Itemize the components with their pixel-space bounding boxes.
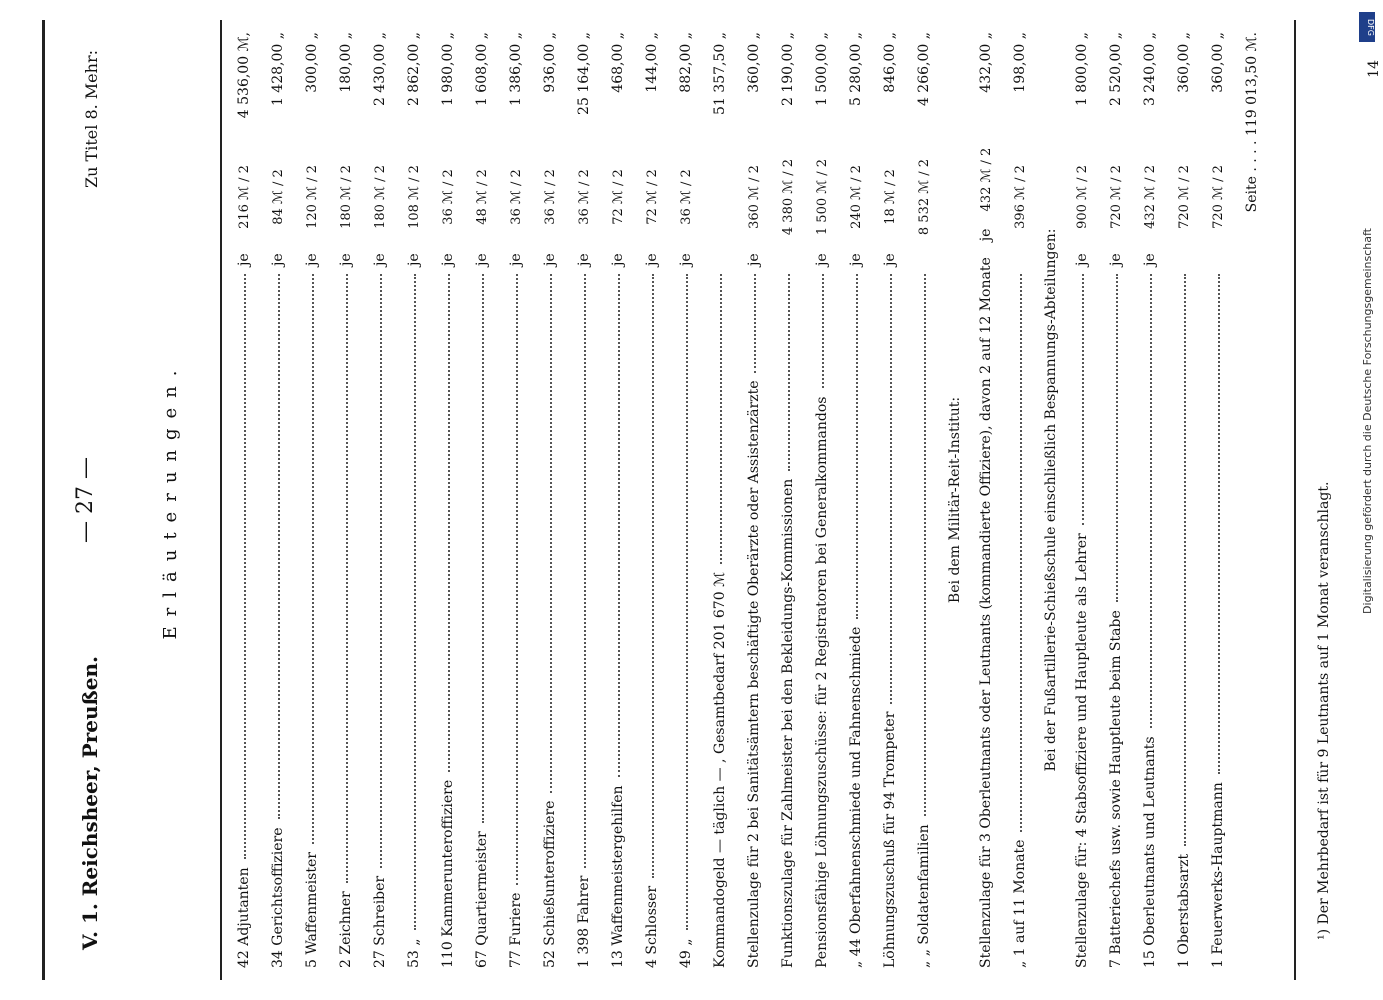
leader-dots (548, 274, 551, 793)
row-label: 34 Gerichtsoffiziere (269, 827, 286, 968)
amount: 1 386,00 „ (507, 32, 524, 107)
rate-fraction: 36 ℳ / 2 (508, 169, 523, 225)
top-rule (42, 20, 45, 980)
row-label: 1 Oberstabsarzt (1175, 853, 1192, 968)
je-marker: je (745, 253, 762, 266)
row-label: 7 Batteriechefs usw. sowie Hauptleute beim Stabe (1107, 610, 1124, 968)
leader-dots (276, 274, 279, 819)
amount: 25 164,00 „ (575, 32, 592, 115)
amount: 936,00 „ (541, 32, 558, 93)
row-label: 49 „ (677, 938, 694, 968)
je-marker: je (439, 253, 456, 266)
rate-fraction: 720 ℳ / 2 (1210, 165, 1225, 229)
row-label: Pensionsfähige Löhnungszuschüsse: für 2 Registratoren bei Generalkommandos (813, 396, 830, 968)
row-label: Stellenzulage für: 4 Stabsoffiziere und Hauptleute als Lehrer (1073, 533, 1090, 968)
table-row (567, 32, 601, 968)
je-marker: je (977, 228, 994, 242)
amount: 2 862,00 „ (405, 32, 422, 107)
table-row (465, 32, 499, 968)
je-marker: je (303, 253, 320, 266)
page-sum-row (1235, 32, 1269, 968)
row-label: Kommandogeld — täglich — , Gesamtbedarf 201 670 ℳ (711, 571, 728, 968)
table-row (601, 32, 635, 968)
je-marker: je (881, 253, 898, 266)
rate-fraction: 84 ℳ / 2 (270, 169, 285, 225)
table-row (295, 32, 329, 968)
leader-dots (310, 274, 313, 844)
je-marker: je (405, 253, 422, 266)
leader-dots (922, 274, 925, 816)
amount: 468,00 „ (609, 32, 626, 93)
leader-dots (378, 274, 381, 868)
leader-dots (242, 274, 245, 859)
rate-fraction: 72 ℳ / 2 (610, 169, 625, 225)
row-label: Funktionszulage für Zahlmeister bei den Bekleidungs-Kommissionen (779, 478, 796, 968)
leader-dots (616, 274, 619, 777)
leader-dots (480, 274, 483, 823)
table-row (1133, 32, 1167, 968)
rate-fraction: 36 ℳ / 2 (678, 169, 693, 225)
footnote: ¹) Der Mehrbedarf ist für 9 Leutnants auf 1 Monat veranschlagt. (1315, 481, 1332, 940)
table-row (969, 32, 1003, 968)
table-row (907, 32, 941, 968)
row-label: 1 398 Fahrer (575, 875, 592, 968)
table-row (329, 32, 363, 968)
amount: 51 357,50 „ (711, 32, 728, 115)
rate-fraction: 36 ℳ / 2 (440, 169, 455, 225)
table-row (1065, 32, 1099, 968)
amount: 2 430,00 „ (371, 32, 388, 107)
table-row (635, 32, 669, 968)
amount: 3 240,00 „ (1141, 32, 1158, 107)
leader-dots (1216, 274, 1219, 774)
row-label: Stellenzulage für 2 bei Sanitätsämtern beschäftigte Oberärzte oder Assistenzärzte (745, 380, 762, 968)
amount: 198,00 „ (1011, 32, 1028, 93)
amount: 360,00 „ (745, 32, 762, 93)
row-label: 2 Zeichner (337, 891, 354, 968)
table-row (499, 32, 533, 968)
table-row (1167, 32, 1201, 968)
je-marker: je (847, 253, 864, 266)
je-marker: je (507, 253, 524, 266)
row-label: Stellenzulage für 3 Oberleutnants oder Leutnants (kommandierte Offiziere), davon 2 auf 12 Monate (977, 257, 994, 968)
leader-dots (1080, 274, 1083, 525)
row-label: 53 „ (405, 938, 422, 968)
row-label: 77 Furiere (507, 892, 524, 968)
amount: 2 520,00 „ (1107, 32, 1124, 107)
row-label: 67 Quartiermeister (473, 831, 490, 968)
row-label: „ 44 Oberfahnenschmiede und Fahnenschmiede (847, 626, 864, 968)
leader-dots (1148, 274, 1151, 728)
je-marker: je (235, 253, 252, 266)
je-marker: je (1141, 253, 1158, 266)
rate-fraction: 36 ℳ / 2 (576, 169, 591, 225)
rate-fraction: 720 ℳ / 2 (1176, 165, 1191, 229)
table-row (771, 32, 805, 968)
table-row (431, 32, 465, 968)
table-row (805, 32, 839, 968)
rate-fraction: 72 ℳ / 2 (644, 169, 659, 225)
je-marker: je (575, 253, 592, 266)
row-label: 15 Oberleutnants und Leutnants (1141, 736, 1158, 968)
document-body (227, 20, 1292, 980)
row-label: 13 Waffenmeistergehilfen (609, 785, 626, 968)
amount: 4 536,00 ℳ, (235, 32, 252, 119)
subtitle: Erläuterungen. (159, 360, 181, 640)
row-label: 42 Adjutanten (235, 867, 252, 968)
amount: 144,00 „ (643, 32, 660, 93)
rate-fraction: 36 ℳ / 2 (542, 169, 557, 225)
rate-fraction: 8 532 ℳ / 2 (916, 158, 931, 236)
table-row (261, 32, 295, 968)
section-heading: Bei der Fußartillerie-Schießschule einschließlich Bespannungs-Abteilungen: (1042, 228, 1059, 772)
section-title: V. 1. Reichsheer, Preußen. (77, 656, 102, 950)
leader-dots (820, 274, 823, 389)
rate-fraction: 1 500 ℳ / 2 (814, 158, 829, 236)
row-label: 5 Waffenmeister (303, 852, 320, 968)
amount: 846,00 „ (881, 32, 898, 93)
leader-dots (888, 274, 891, 704)
amount: 882,00 „ (677, 32, 694, 93)
amount: 180,00 „ (337, 32, 354, 93)
section-heading: Bei dem Militär-Reit-Institut: (946, 396, 963, 604)
je-marker: je (643, 253, 660, 266)
amount: 1 428,00 „ (269, 32, 286, 107)
table-row (397, 32, 431, 968)
table-row (669, 32, 703, 968)
leader-dots (1182, 274, 1185, 846)
table-row (737, 32, 771, 968)
table-row (839, 32, 873, 968)
je-marker: je (473, 253, 490, 266)
amount: 1 980,00 „ (439, 32, 456, 107)
amount: 1 500,00 „ (813, 32, 830, 107)
amount: 360,00 „ (1209, 32, 1226, 93)
dfg-logo: DFG (1359, 12, 1375, 42)
amount: 5 280,00 „ (847, 32, 864, 107)
header (48, 20, 128, 980)
leader-dots (684, 274, 687, 930)
rate-fraction: 216 ℳ / 2 (236, 165, 251, 229)
leader-dots (446, 274, 449, 772)
leader-dots (582, 274, 585, 868)
je-marker: je (813, 253, 830, 266)
table-row (363, 32, 397, 968)
table-row (1003, 32, 1037, 968)
row-label: 27 Schreiber (371, 875, 388, 968)
leader-dots (514, 274, 517, 885)
rate-fraction: 240 ℳ / 2 (848, 165, 863, 229)
row-label: 1 Feuerwerks-Hauptmann (1209, 782, 1226, 968)
table-row (227, 32, 261, 968)
je-marker: je (269, 253, 286, 266)
row-label: „ 1 auf 11 Monate (1011, 839, 1028, 968)
rate-fraction: 900 ℳ / 2 (1074, 165, 1089, 229)
row-label: „ „ Soldatenfamilien (915, 824, 932, 968)
je-marker: je (371, 253, 388, 266)
bottom-rule (1294, 20, 1296, 980)
rate-fraction: 360 ℳ / 2 (746, 165, 761, 229)
je-marker: je (1073, 253, 1090, 266)
page-number: 14 (1365, 60, 1382, 78)
amount: 1 608,00 „ (473, 32, 490, 107)
dfg-credit-text: Digitalisierung gefördert durch die Deutsche Forschungsgemeinschaft (1361, 228, 1374, 614)
amount: 360,00 „ (1175, 32, 1192, 93)
amount: 2 190,00 „ (779, 32, 796, 107)
row-label: 110 Kammerunteroffiziere (439, 779, 456, 968)
amount: 4 266,00 „ (915, 32, 932, 107)
amount: 432,00 „ (977, 32, 994, 93)
leader-dots (854, 274, 857, 619)
row-label: 52 Schießunteroffiziere (541, 800, 558, 968)
dfg-credit (1357, 8, 1377, 988)
je-marker: je (541, 253, 558, 266)
page-center-number: — 27 — (72, 457, 98, 543)
rate-fraction: 180 ℳ / 2 (372, 165, 387, 229)
je-marker: je (337, 253, 354, 266)
leader-dots (650, 274, 653, 878)
titel-heading: Zu Titel 8. Mehr: (81, 50, 101, 188)
rate-fraction: 720 ℳ / 2 (1108, 165, 1123, 229)
row-label: 4 Schlosser (643, 885, 660, 968)
rate-fraction: 396 ℳ / 2 (1012, 165, 1027, 229)
rate-fraction: 4 380 ℳ / 2 (780, 158, 795, 236)
rate-fraction: 48 ℳ / 2 (474, 169, 489, 225)
table-row (1099, 32, 1133, 968)
page-sum: Seite . . . . 119 013,50 ℳ. (1243, 32, 1260, 213)
leader-dots (752, 274, 755, 373)
rate-fraction: 108 ℳ / 2 (406, 165, 421, 229)
rate-fraction: 432 ℳ / 2 (1142, 165, 1157, 229)
leader-dots (1018, 274, 1021, 832)
leader-dots (1114, 274, 1117, 602)
leader-dots (344, 274, 347, 883)
divider (220, 20, 222, 980)
rate-fraction: 120 ℳ / 2 (304, 165, 319, 229)
amount: 1 800,00 „ (1073, 32, 1090, 107)
table-row (533, 32, 567, 968)
leader-dots (786, 274, 789, 471)
je-marker: je (1107, 253, 1124, 266)
rate-fraction: 180 ℳ / 2 (338, 165, 353, 229)
leader-dots (718, 274, 721, 564)
je-marker: je (609, 253, 626, 266)
table-row (873, 32, 907, 968)
je-marker: je (677, 253, 694, 266)
rate-fraction: 18 ℳ / 2 (882, 169, 897, 225)
table-row (703, 32, 737, 968)
leader-dots (412, 274, 415, 930)
rate-fraction: 432 ℳ / 2 (978, 147, 993, 212)
amount: 300,00 „ (303, 32, 320, 93)
table-row (1201, 32, 1235, 968)
row-label: Löhnungszuschuß für 94 Trompeter (881, 711, 898, 968)
